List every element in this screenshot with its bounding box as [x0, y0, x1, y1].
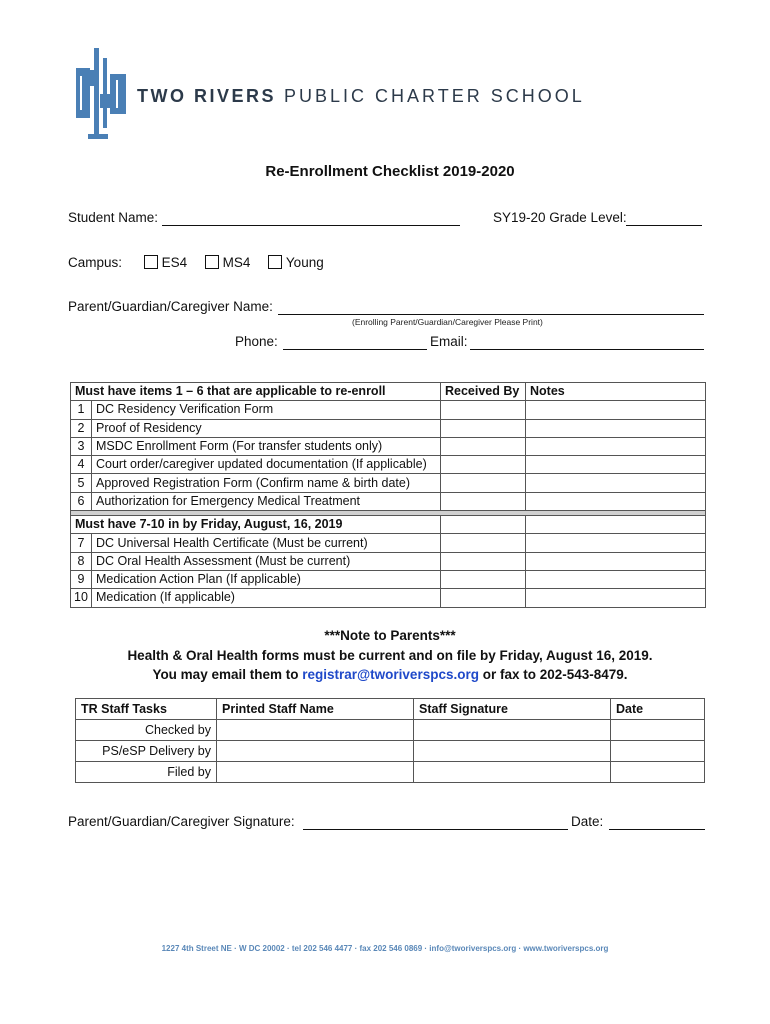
table-row	[71, 456, 706, 474]
item-number: 7	[71, 534, 92, 552]
received-by-cell[interactable]	[441, 456, 526, 474]
item-number: 2	[71, 419, 92, 437]
note-line1: Health & Oral Health forms must be current and on file by Friday, August 16, 2019.	[127, 648, 653, 663]
campus-young-checkbox[interactable]	[268, 255, 282, 269]
item-number: 9	[71, 570, 92, 588]
school-name-bold: TWO RIVERS	[137, 86, 277, 106]
table-row	[71, 437, 706, 455]
item-number: 4	[71, 456, 92, 474]
email-label: Email:	[430, 334, 468, 349]
school-name	[137, 86, 585, 107]
staff-task-label: Checked by	[76, 720, 217, 741]
staff-task-label: PS/eSP Delivery by	[76, 741, 217, 762]
item-text: DC Oral Health Assessment (Must be current)	[92, 552, 441, 570]
signature-date-field[interactable]	[609, 829, 705, 830]
received-by-cell[interactable]	[441, 534, 526, 552]
note-line2-pre: You may email them to	[152, 667, 303, 682]
checklist-table	[70, 382, 706, 608]
notes-cell[interactable]	[526, 516, 706, 534]
printed-staff-name-header: Printed Staff Name	[217, 699, 414, 720]
note-line2	[0, 667, 770, 682]
table-row	[71, 570, 706, 588]
notes-cell[interactable]	[526, 492, 706, 510]
registrar-email-link[interactable]: registrar@tworiverspcs.org	[302, 667, 479, 682]
campus-young-label: Young	[285, 255, 324, 270]
received-by-cell[interactable]	[441, 552, 526, 570]
section1-header: Must have items 1 – 6 that are applicable to re-enroll	[71, 383, 441, 401]
notes-cell[interactable]	[526, 534, 706, 552]
campus-es4-label: ES4	[161, 255, 188, 270]
date-cell[interactable]	[611, 762, 705, 783]
staff-signature-cell[interactable]	[414, 720, 611, 741]
parent-name-field[interactable]	[278, 314, 704, 315]
table-row	[76, 720, 705, 741]
note-heading: ***Note to Parents***	[324, 628, 456, 643]
table-row	[71, 589, 706, 607]
footer-contact: 1227 4th Street NE · W DC 20002 · tel 202 546 4477 · fax 202 546 0869 · info@tworiverspcs.org · www.tworiverspcs.org	[161, 944, 609, 953]
date-cell[interactable]	[611, 720, 705, 741]
notes-cell[interactable]	[526, 474, 706, 492]
item-text: Medication (If applicable)	[92, 589, 441, 607]
staff-tasks-header: TR Staff Tasks	[76, 699, 217, 720]
item-text: Approved Registration Form (Confirm name & birth date)	[92, 474, 441, 492]
item-number: 1	[71, 401, 92, 419]
notes-cell[interactable]	[526, 570, 706, 588]
campus-row	[68, 255, 324, 270]
staff-signature-header: Staff Signature	[414, 699, 611, 720]
notes-cell[interactable]	[526, 437, 706, 455]
received-by-header: Received By	[441, 383, 526, 401]
staff-table	[75, 698, 705, 783]
date-header: Date	[611, 699, 705, 720]
received-by-cell[interactable]	[441, 492, 526, 510]
grade-level-label: SY19-20 Grade Level:	[493, 210, 627, 225]
table-row	[71, 492, 706, 510]
parent-name-label: Parent/Guardian/Caregiver Name:	[68, 299, 273, 314]
item-number: 6	[71, 492, 92, 510]
note-line2-post: or fax to 202-543-8479.	[478, 667, 628, 682]
received-by-cell[interactable]	[441, 401, 526, 419]
staff-signature-cell[interactable]	[414, 741, 611, 762]
checklist-header-row	[71, 383, 706, 401]
staff-task-label: Filed by	[76, 762, 217, 783]
item-number: 5	[71, 474, 92, 492]
item-number: 8	[71, 552, 92, 570]
item-text: Court order/caregiver updated documentation (If applicable)	[92, 456, 441, 474]
printed-staff-name-cell[interactable]	[217, 762, 414, 783]
school-name-rest: PUBLIC CHARTER SCHOOL	[284, 86, 585, 106]
table-row	[76, 762, 705, 783]
received-by-cell[interactable]	[441, 474, 526, 492]
item-text: Authorization for Emergency Medical Treatment	[92, 492, 441, 510]
campus-es4-checkbox[interactable]	[144, 255, 158, 269]
item-text: Medication Action Plan (If applicable)	[92, 570, 441, 588]
printed-staff-name-cell[interactable]	[217, 720, 414, 741]
signature-date-label: Date:	[571, 814, 604, 829]
student-name-label: Student Name:	[68, 210, 159, 225]
phone-label: Phone:	[235, 334, 278, 349]
notes-header: Notes	[526, 383, 706, 401]
item-number: 3	[71, 437, 92, 455]
received-by-cell[interactable]	[441, 589, 526, 607]
grade-level-field[interactable]	[626, 225, 702, 226]
section2-header-row	[71, 516, 706, 534]
table-row	[76, 741, 705, 762]
phone-field[interactable]	[283, 349, 427, 350]
section2-header: Must have 7-10 in by Friday, August, 16, 2019	[71, 516, 441, 534]
notes-cell[interactable]	[526, 552, 706, 570]
received-by-cell[interactable]	[441, 437, 526, 455]
parent-signature-field[interactable]	[303, 829, 568, 830]
item-text: Proof of Residency	[92, 419, 441, 437]
printed-staff-name-cell[interactable]	[217, 741, 414, 762]
notes-cell[interactable]	[526, 419, 706, 437]
item-text: DC Residency Verification Form	[92, 401, 441, 419]
received-by-cell[interactable]	[441, 570, 526, 588]
item-text: MSDC Enrollment Form (For transfer students only)	[92, 437, 441, 455]
campus-ms4-label: MS4	[222, 255, 251, 270]
email-field[interactable]	[470, 349, 704, 350]
date-cell[interactable]	[611, 741, 705, 762]
item-number: 10	[71, 589, 92, 607]
table-row	[71, 474, 706, 492]
school-logo-icon	[74, 46, 134, 142]
notes-cell[interactable]	[526, 589, 706, 607]
staff-header-row	[76, 699, 705, 720]
staff-signature-cell[interactable]	[414, 762, 611, 783]
table-row	[71, 419, 706, 437]
notes-cell[interactable]	[526, 401, 706, 419]
item-text: DC Universal Health Certificate (Must be current)	[92, 534, 441, 552]
table-row	[71, 534, 706, 552]
table-row	[71, 552, 706, 570]
campus-ms4-checkbox[interactable]	[205, 255, 219, 269]
campus-label: Campus:	[68, 255, 123, 270]
page-title: Re-Enrollment Checklist 2019-2020	[265, 163, 515, 180]
table-row	[71, 401, 706, 419]
parent-signature-label: Parent/Guardian/Caregiver Signature:	[68, 814, 295, 829]
notes-cell[interactable]	[526, 456, 706, 474]
parent-name-hint: (Enrolling Parent/Guardian/Caregiver Please Print)	[352, 317, 543, 327]
received-by-cell[interactable]	[441, 516, 526, 534]
received-by-cell[interactable]	[441, 419, 526, 437]
student-name-field[interactable]	[162, 225, 460, 226]
